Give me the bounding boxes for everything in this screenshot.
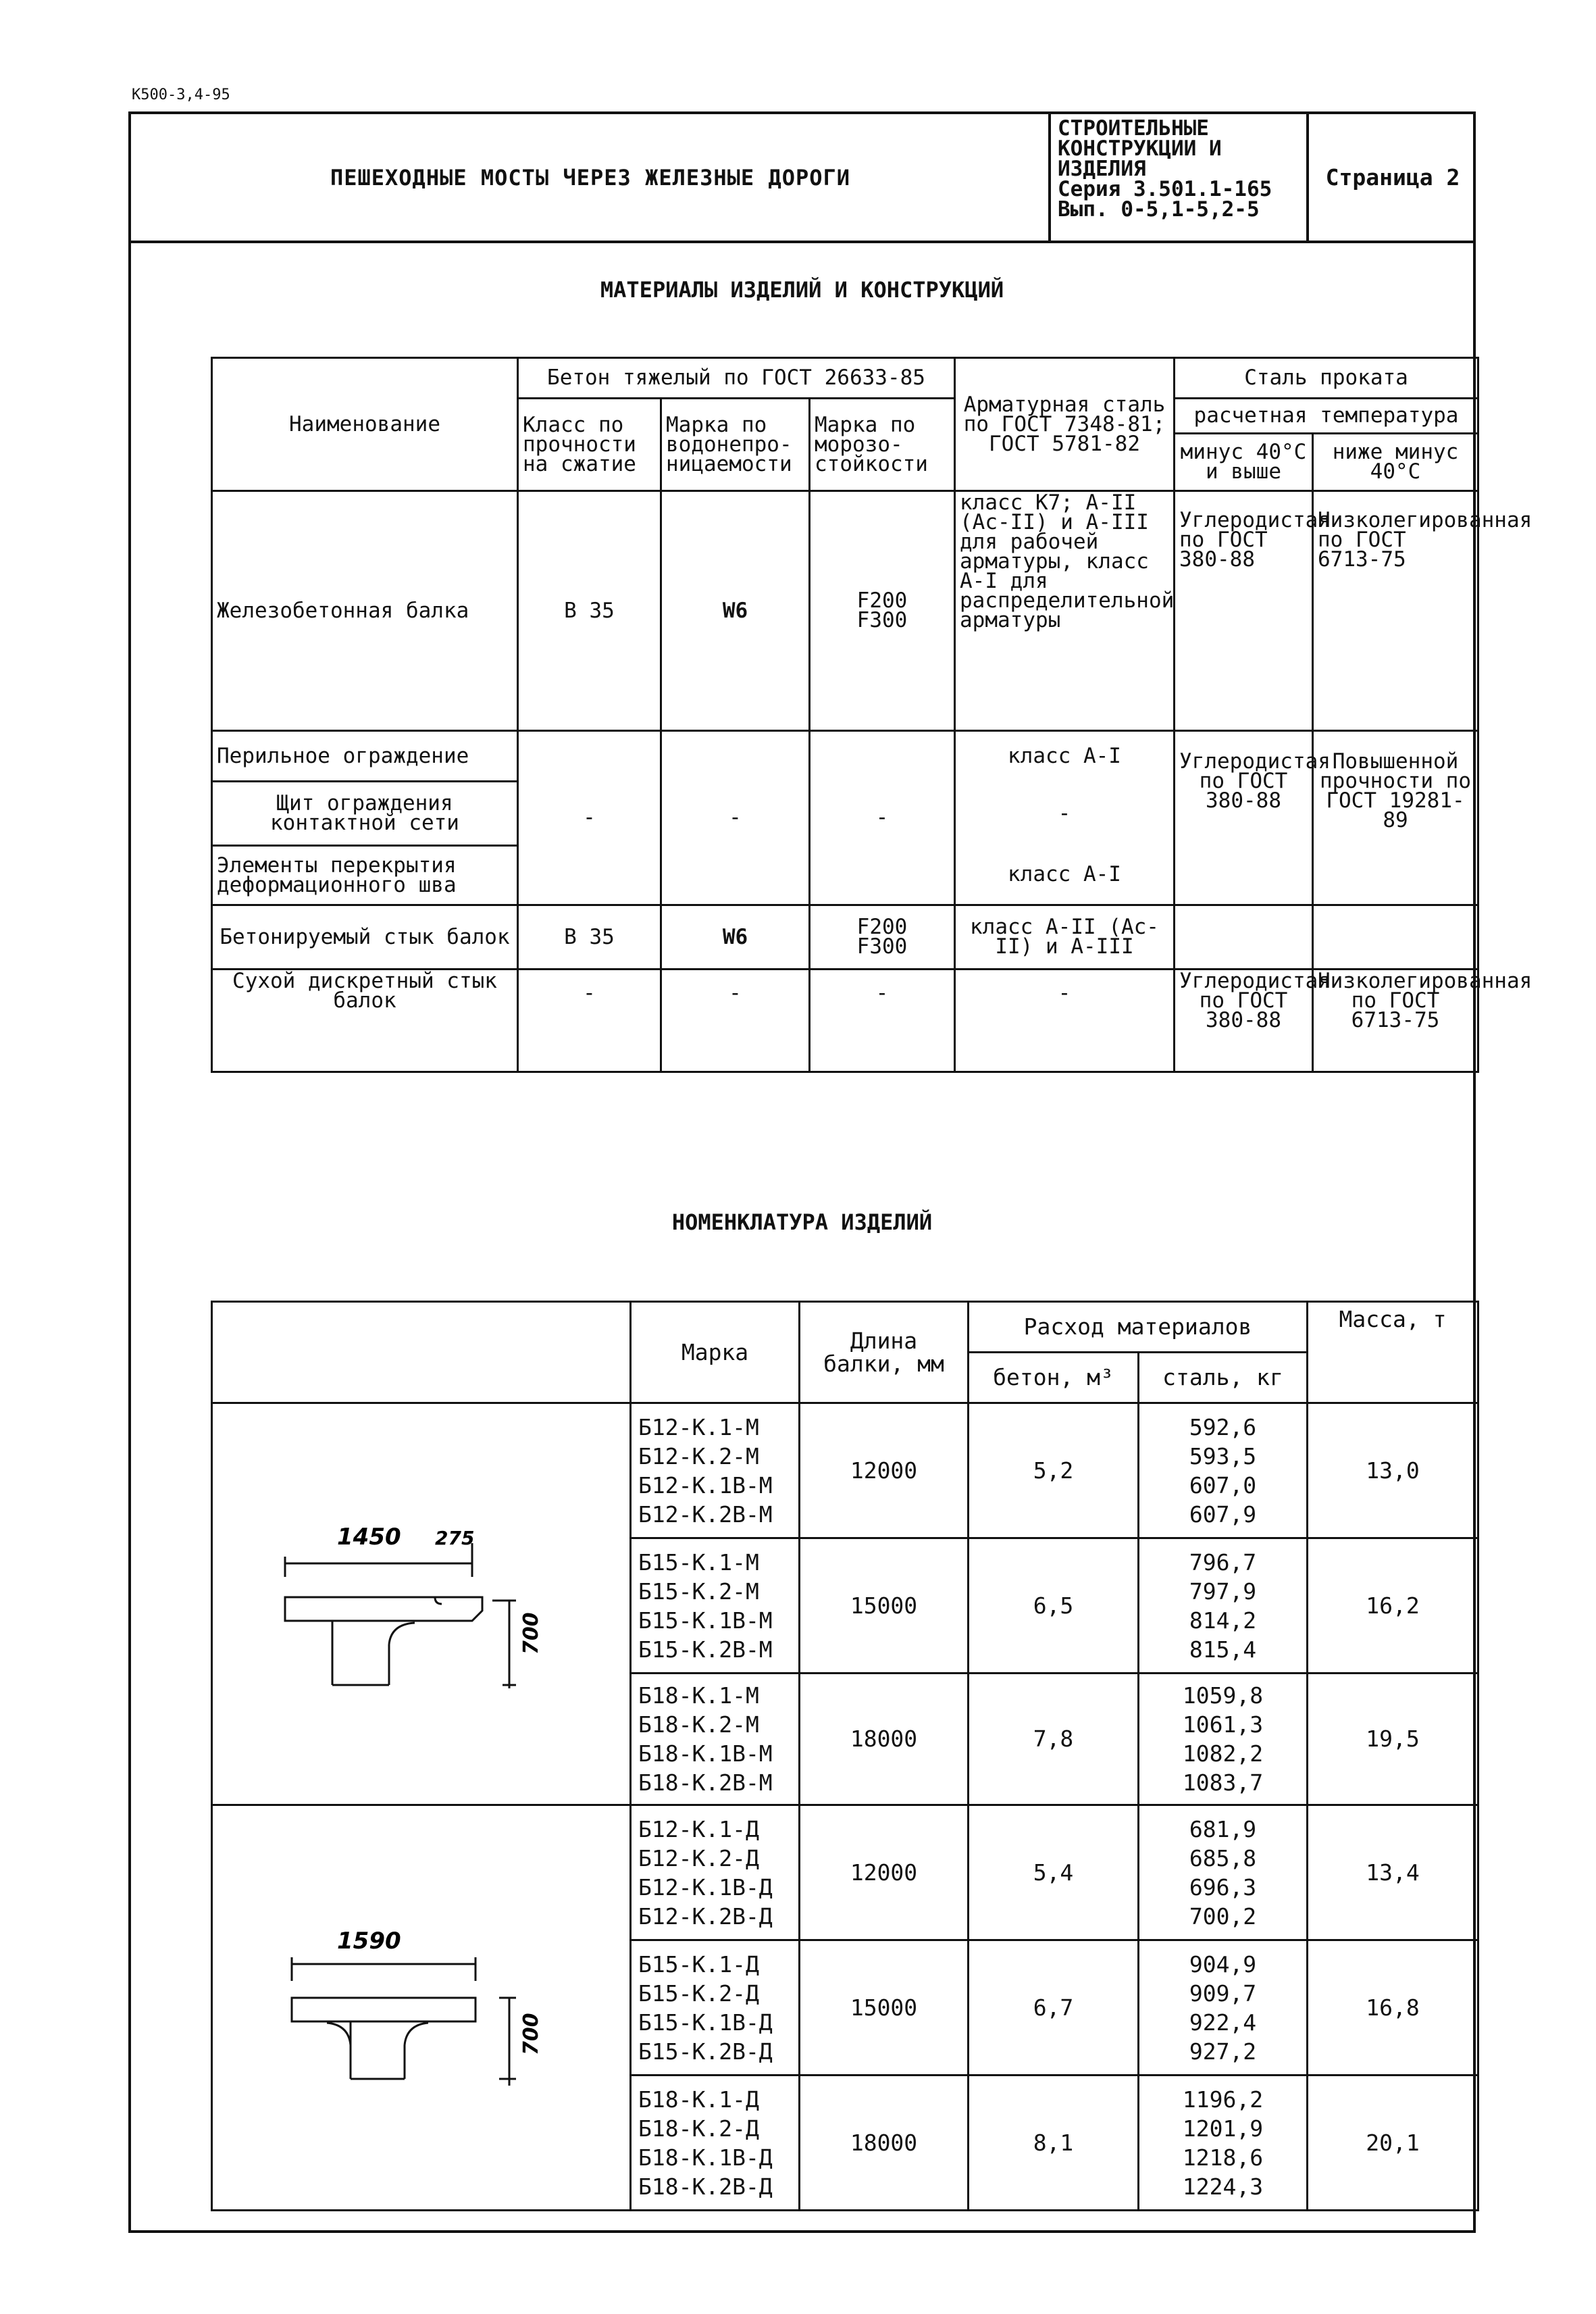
row-rebar: - [955, 782, 1175, 846]
steel-item: 592,6 [1189, 1413, 1257, 1440]
concrete-cell: 6,7 [969, 1940, 1139, 2076]
header-length: Длина балки, мм [800, 1302, 969, 1403]
mark-item: Б12-К.1В-М [638, 1472, 773, 1499]
mass-cell: 13,0 [1308, 1403, 1478, 1538]
row-water: - [661, 731, 810, 905]
mark-item: Б12-К.1В-Д [638, 1873, 773, 1901]
header-concrete: бетон, м³ [969, 1353, 1139, 1403]
length-cell: 12000 [800, 1805, 969, 1940]
row-t1: Углеродистая по ГОСТ 380-88 [1175, 491, 1313, 731]
mark-item: Б12-К.2В-М [638, 1501, 773, 1528]
steel-list [1139, 2076, 1308, 2211]
concrete-cell: 7,8 [969, 1674, 1139, 1805]
mark-item: Б12-К.2-М [638, 1442, 759, 1469]
steel-item: 814,2 [1189, 1607, 1257, 1634]
mark-item: Б15-К.2-М [638, 1578, 759, 1605]
steel-item: 593,5 [1189, 1442, 1257, 1469]
row-name: Щит ограждения контактной сети [212, 782, 518, 846]
header-mark: Марка [631, 1302, 800, 1403]
length-cell: 12000 [800, 1403, 969, 1538]
mark-item: Б18-К.2-М [638, 1711, 759, 1738]
frost-value: F200 [856, 915, 908, 939]
header-steel: Сталь проката [1175, 358, 1478, 399]
row-rebar: класс К7; А-II (Ас-II) и А-III для рабочей арматуры, класс А-I для распределительной арматуры [955, 491, 1175, 731]
row-rebar: класс А-II (Ас-II) и А-III [955, 905, 1175, 970]
steel-item: 681,9 [1189, 1815, 1257, 1842]
mark-item: Б12-К.2В-Д [638, 1903, 773, 1930]
mark-list [631, 1940, 800, 2076]
mass-cell: 13,4 [1308, 1805, 1478, 1940]
steel-item: 927,2 [1189, 2038, 1257, 2065]
concrete-cell: 8,1 [969, 2076, 1139, 2211]
steel-list [1139, 1538, 1308, 1674]
header-block [128, 111, 1476, 243]
mark-item: Б15-К.2В-М [638, 1636, 773, 1663]
mark-item: Б12-К.1-Д [638, 1815, 759, 1842]
mark-item: Б12-К.1-М [638, 1413, 759, 1440]
row-rebar: класс А-I [955, 731, 1175, 782]
row-frost [810, 491, 955, 731]
row-water: - [661, 970, 810, 1072]
frost-value: F300 [856, 608, 908, 632]
length-cell: 15000 [800, 1940, 969, 2076]
frost-value: F300 [856, 934, 908, 959]
mark-item: Б15-К.1-М [638, 1549, 759, 1576]
mass-cell: 16,8 [1308, 1940, 1478, 2076]
steel-item: 904,9 [1189, 1951, 1257, 1978]
steel-item: 1082,2 [1182, 1740, 1264, 1767]
mark-list [631, 1403, 800, 1538]
mark-item: Б18-К.1В-М [638, 1740, 773, 1767]
header-t2: ниже минус 40°С [1313, 434, 1478, 491]
header-temp: расчетная температура [1175, 399, 1478, 434]
header-name: Наименование [212, 358, 518, 491]
steel-item: 922,4 [1189, 2009, 1257, 2036]
mark-item: Б18-К.1-М [638, 1682, 759, 1709]
nomenclature-table [211, 1301, 1479, 2211]
dim-edge-label: 275 [434, 1527, 474, 1549]
length-cell: 18000 [800, 2076, 969, 2211]
mass-cell: 20,1 [1308, 2076, 1478, 2211]
row-water: W6 [661, 905, 810, 970]
header-consumption: Расход материалов [969, 1302, 1308, 1353]
header-concrete: Бетон тяжелый по ГОСТ 26633-85 [518, 358, 955, 399]
row-strength: В 35 [518, 905, 661, 970]
header-mass: Масса, т [1308, 1302, 1478, 1403]
mass-cell: 19,5 [1308, 1674, 1478, 1805]
steel-item: 1218,6 [1182, 2144, 1264, 2171]
steel-list [1139, 1403, 1308, 1538]
row-name: Сухой дискретный стык балок [212, 970, 518, 1072]
mark-list [631, 2076, 800, 2211]
series-info [1058, 118, 1302, 220]
header-sketch-empty [212, 1302, 631, 1403]
row-water: W6 [661, 491, 810, 731]
mark-list [631, 1805, 800, 1940]
series-line: СТРОИТЕЛЬНЫЕ [1058, 116, 1209, 141]
materials-table [211, 357, 1533, 1073]
dim-width-label: 1450 [336, 1524, 401, 1551]
t-beam-section-icon [273, 1503, 570, 1705]
mark-item: Б18-К.2-Д [638, 2115, 759, 2142]
row-rebar: - [955, 970, 1175, 1072]
row-strength: - [518, 731, 661, 905]
steel-item: 815,4 [1189, 1636, 1257, 1663]
document-code: К500-3,4-95 [132, 86, 230, 103]
row-strength: - [518, 970, 661, 1072]
document-title: ПЕШЕХОДНЫЕ МОСТЫ ЧЕРЕЗ ЖЕЛЕЗНЫЕ ДОРОГИ [330, 164, 851, 191]
header-strength: Класс по прочности на сжатие [518, 399, 661, 491]
row-t2: Повышенной прочности по ГОСТ 19281-89 [1313, 731, 1478, 905]
mark-item: Б18-К.1-Д [638, 2086, 759, 2113]
row-t2: Низколегированная по ГОСТ 6713-75 [1313, 970, 1478, 1072]
header-water: Марка по водонепро-ницаемости [661, 399, 810, 491]
beam-sketch-m-cell [212, 1403, 631, 1805]
steel-item: 797,9 [1189, 1578, 1257, 1605]
header-t1: минус 40°С и выше [1175, 434, 1313, 491]
header-frost: Марка по морозо-стойкости [810, 399, 955, 491]
dim-height-label: 700 [519, 2012, 543, 2055]
steel-item: 909,7 [1189, 1980, 1257, 2007]
steel-item: 1059,8 [1182, 1682, 1264, 1709]
mark-item: Б12-К.2-Д [638, 1844, 759, 1871]
frost-value: F200 [856, 588, 908, 613]
concrete-cell: 5,2 [969, 1403, 1139, 1538]
concrete-cell: 6,5 [969, 1538, 1139, 1674]
row-t1: Углеродистая по ГОСТ 380-88 [1175, 731, 1313, 905]
series-line: ИЗДЕЛИЯ [1058, 157, 1146, 181]
steel-item: 1224,3 [1182, 2173, 1264, 2200]
row-rebar: класс А-I [955, 846, 1175, 905]
steel-item: 1061,3 [1182, 1711, 1264, 1738]
steel-item: 607,9 [1189, 1501, 1257, 1528]
mark-list [631, 1674, 800, 1805]
steel-item: 1083,7 [1182, 1769, 1264, 1796]
header-divider [1048, 114, 1051, 241]
nomenclature-title: НОМЕНКЛАТУРА ИЗДЕЛИЙ [671, 1209, 933, 1235]
series-line: Серия 3.501.1-165 [1058, 177, 1272, 201]
series-line: Вып. 0-5,1-5,2-5 [1058, 197, 1260, 222]
length-cell: 15000 [800, 1538, 969, 1674]
row-t1-empty [1175, 905, 1313, 970]
steel-list [1139, 1805, 1308, 1940]
page-label: Страница 2 [1325, 164, 1460, 191]
steel-item: 700,2 [1189, 1903, 1257, 1930]
t-beam-section-icon [273, 1907, 570, 2109]
row-t1: Углеродистая по ГОСТ 380-88 [1175, 970, 1313, 1072]
row-frost [810, 905, 955, 970]
mark-item: Б15-К.1В-М [638, 1607, 773, 1634]
header-steel: сталь, кг [1139, 1353, 1308, 1403]
steel-item: 1196,2 [1182, 2086, 1264, 2113]
steel-item: 1201,9 [1182, 2115, 1264, 2142]
row-name: Бетонируемый стык балок [212, 905, 518, 970]
mark-item: Б18-К.2В-Д [638, 2173, 773, 2200]
mark-item: Б15-К.1В-Д [638, 2009, 773, 2036]
mark-item: Б18-К.2В-М [638, 1769, 773, 1796]
steel-item: 796,7 [1189, 1549, 1257, 1576]
dim-height-label: 700 [519, 1612, 543, 1655]
steel-list [1139, 1674, 1308, 1805]
concrete-cell: 5,4 [969, 1805, 1139, 1940]
header-rebar: Арматурная сталь по ГОСТ 7348-81; ГОСТ 5781-82 [955, 358, 1175, 491]
mass-cell: 16,2 [1308, 1538, 1478, 1674]
frame-bottom [128, 2230, 1476, 2233]
length-cell: 18000 [800, 1674, 969, 1805]
row-name: Элементы перекрытия деформационного шва [212, 846, 518, 905]
mark-item: Б15-К.2В-Д [638, 2038, 773, 2065]
beam-sketch-d-cell [212, 1805, 631, 2211]
mark-item: Б18-К.1В-Д [638, 2144, 773, 2171]
steel-item: 696,3 [1189, 1873, 1257, 1901]
series-line: КОНСТРУКЦИИ И [1058, 136, 1222, 161]
steel-item: 685,8 [1189, 1844, 1257, 1871]
header-divider [1306, 114, 1309, 241]
row-t2-empty [1313, 905, 1478, 970]
materials-title: МАТЕРИАЛЫ ИЗДЕЛИЙ И КОНСТРУКЦИЙ [600, 277, 1004, 303]
row-strength: В 35 [518, 491, 661, 731]
mark-item: Б15-К.2-Д [638, 1980, 759, 2007]
steel-list [1139, 1940, 1308, 2076]
row-frost: - [810, 731, 955, 905]
row-frost: - [810, 970, 955, 1072]
row-name: Перильное ограждение [212, 731, 518, 782]
mark-list [631, 1538, 800, 1674]
steel-item: 607,0 [1189, 1472, 1257, 1499]
row-name: Железобетонная балка [212, 491, 518, 731]
dim-width-label: 1590 [336, 1927, 401, 1955]
row-t2: Низколегированная по ГОСТ 6713-75 [1313, 491, 1478, 731]
frame-left [128, 243, 131, 2233]
mark-item: Б15-К.1-Д [638, 1951, 759, 1978]
